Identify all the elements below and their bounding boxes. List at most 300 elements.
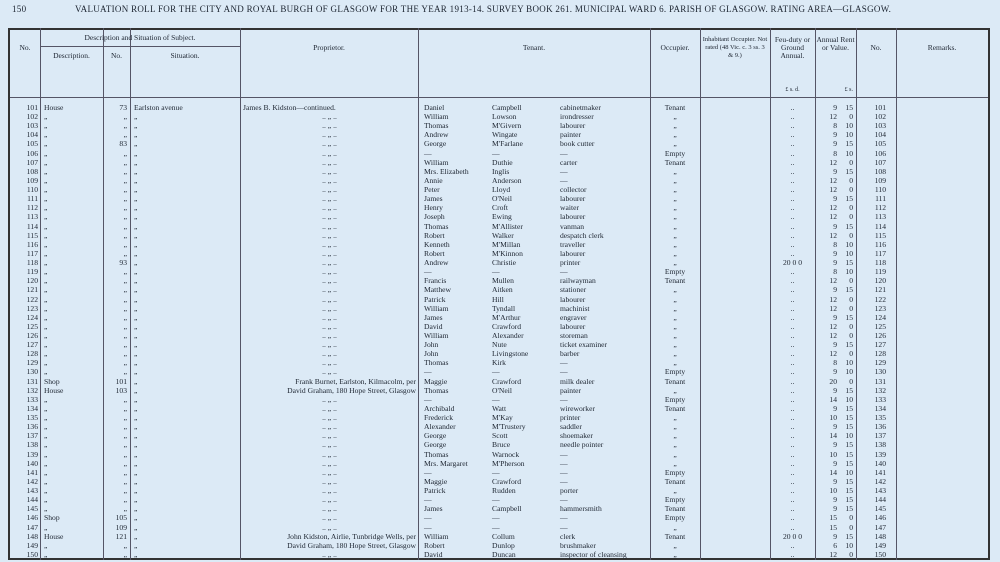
proprietor: .. „ .. (322, 248, 337, 258)
row-no: 138 (26, 440, 38, 450)
feu-duty: .. (790, 285, 795, 295)
proprietor: .. „ .. (322, 504, 337, 514)
description: „ (44, 495, 48, 505)
column-rule (418, 28, 419, 560)
house-number: 93 (119, 258, 127, 268)
tenant-first-name: James (424, 504, 443, 514)
row-no-right: 108 (874, 166, 886, 176)
rent-pounds: 12 (829, 294, 837, 304)
tenant-occupation: irondresser (560, 112, 594, 122)
row-no-right: 121 (874, 285, 886, 295)
header-annual-rent: Annual Rent or Value. (816, 35, 855, 52)
row-no-right: 134 (874, 403, 886, 413)
situation: „ (134, 303, 138, 313)
feu-duty: .. (790, 166, 795, 176)
house-number: 105 (115, 513, 127, 523)
description: „ (44, 258, 48, 268)
rent-shillings: 0 (849, 112, 853, 122)
situation: „ (134, 358, 138, 368)
occupier: Empty (664, 367, 686, 377)
rent-shillings: 0 (849, 203, 853, 213)
tenant-surname: Warnock (492, 449, 520, 459)
situation: „ (134, 312, 138, 322)
tenant-surname: Bruce (492, 440, 511, 450)
proprietor: .. „ .. (322, 413, 337, 423)
tenant-first-name: — (424, 495, 432, 505)
proprietor: .. „ .. (322, 312, 337, 322)
tenant-occupation: labourer (560, 194, 586, 204)
row-no-right: 103 (874, 121, 886, 131)
proprietor: .. „ .. (322, 495, 337, 505)
rent-pounds: 12 (829, 321, 837, 331)
occupier: „ (673, 239, 677, 249)
rent-pounds: 10 (829, 449, 837, 459)
tenant-occupation: — (560, 449, 568, 459)
row-no: 124 (26, 312, 38, 322)
occupier: Tenant (664, 276, 686, 286)
rent-shillings: 15 (845, 476, 853, 486)
proprietor: .. „ .. (322, 449, 337, 459)
rent-shillings: 15 (845, 166, 853, 176)
feu-duty: .. (790, 458, 795, 468)
description: „ (44, 367, 48, 377)
house-number: „ (123, 221, 127, 231)
house-number: „ (123, 367, 127, 377)
rent-pounds: 20 (829, 376, 837, 386)
proprietor: .. „ .. (322, 157, 337, 167)
rent-pounds: 9 (833, 403, 837, 413)
rent-shillings: 15 (845, 403, 853, 413)
occupier: Empty (664, 495, 686, 505)
tenant-occupation: storeman (560, 331, 588, 340)
situation: „ (134, 185, 138, 195)
feu-duty: .. (790, 130, 795, 140)
row-no-right: 145 (874, 504, 886, 514)
occupier: Tenant (664, 403, 686, 413)
tenant-first-name: Frederick (424, 413, 454, 423)
occupier: „ (673, 540, 677, 550)
description: „ (44, 285, 48, 295)
house-number: „ (123, 121, 127, 131)
situation: „ (134, 376, 138, 386)
description: „ (44, 130, 48, 140)
house-number: „ (123, 458, 127, 468)
occupier: „ (673, 139, 677, 149)
rent-shillings: 15 (845, 440, 853, 450)
description: „ (44, 121, 48, 131)
header-no-right: No. (870, 43, 882, 52)
house-number: „ (123, 422, 127, 432)
row-no: 137 (26, 431, 38, 441)
proprietor: .. „ .. (322, 294, 337, 304)
tenant-first-name: Peter (424, 185, 440, 195)
tenant-surname: — (492, 522, 500, 532)
row-no-right: 136 (874, 422, 886, 432)
house-number: „ (123, 331, 127, 340)
tenant-surname: M'Pherson (492, 458, 525, 468)
description: „ (44, 185, 48, 195)
tenant-first-name: John (424, 349, 439, 359)
row-no-right: 141 (874, 467, 886, 477)
row-no-right: 109 (874, 175, 886, 185)
row-no-right: 112 (874, 203, 886, 213)
proprietor: .. „ .. (322, 458, 337, 468)
description: House (44, 385, 64, 395)
rent-pounds: 12 (829, 276, 837, 286)
tenant-first-name: Francis (424, 276, 447, 286)
tenant-occupation: — (560, 513, 568, 523)
situation: „ (134, 139, 138, 149)
proprietor: .. „ .. (322, 112, 337, 122)
tenant-occupation: — (560, 175, 568, 185)
proprietor: .. „ .. (322, 276, 337, 286)
situation: „ (134, 476, 138, 486)
row-no: 105 (26, 139, 38, 149)
description: „ (44, 340, 48, 350)
rent-shillings: 15 (845, 449, 853, 459)
description: „ (44, 194, 48, 204)
occupier: „ (673, 321, 677, 331)
proprietor: .. „ .. (322, 486, 337, 496)
feu-duty: .. (790, 157, 795, 167)
header-description-group: Description and Situation of Subject. (84, 33, 196, 42)
feu-duty: .. (790, 112, 795, 122)
tenant-first-name: — (424, 522, 432, 532)
description: „ (44, 449, 48, 459)
rent-pounds: 9 (833, 367, 837, 377)
situation: „ (134, 157, 138, 167)
tenant-occupation: — (560, 367, 568, 377)
tenant-first-name: Patrick (424, 294, 446, 304)
rent-shillings: 0 (849, 212, 853, 222)
tenant-occupation: stationer (560, 285, 587, 295)
proprietor: .. „ .. (322, 121, 337, 131)
house-number: „ (123, 230, 127, 240)
situation: „ (134, 403, 138, 413)
description: „ (44, 239, 48, 249)
rent-pounds: 9 (833, 194, 837, 204)
situation: „ (134, 340, 138, 350)
feu-duty: .. (790, 212, 795, 222)
tenant-first-name: Robert (424, 230, 445, 240)
tenant-occupation: — (560, 166, 568, 176)
tenant-occupation: painter (560, 130, 582, 140)
row-no: 112 (26, 203, 38, 213)
feu-duty: .. (790, 467, 795, 477)
row-no: 104 (26, 130, 38, 140)
tenant-surname: Tyndall (492, 303, 516, 313)
row-no: 118 (26, 258, 38, 268)
rent-pounds: 8 (833, 148, 837, 158)
house-number: 103 (115, 385, 127, 395)
proprietor: .. „ .. (322, 212, 337, 222)
rent-shillings: 10 (845, 248, 853, 258)
row-no-right: 119 (874, 267, 886, 277)
rent-shillings: 10 (845, 467, 853, 477)
house-number: „ (123, 403, 127, 413)
row-no: 109 (26, 175, 38, 185)
house-number: „ (123, 504, 127, 514)
tenant-surname: Dunlop (492, 540, 515, 550)
occupier: „ (673, 258, 677, 268)
tenant-first-name: Maggie (424, 476, 448, 486)
rent-shillings: 0 (849, 349, 853, 359)
occupier: „ (673, 203, 677, 213)
tenant-surname: Campbell (492, 504, 522, 514)
description: „ (44, 175, 48, 185)
tenant-occupation: painter (560, 385, 582, 395)
proprietor: John Kidston, Airlie, Tunbridge Wells, per (287, 531, 416, 541)
rent-shillings: 0 (849, 321, 853, 331)
tenant-occupation: cabinetmaker (560, 103, 601, 112)
tenant-surname: M'Arthur (492, 312, 521, 322)
description: „ (44, 148, 48, 158)
description: „ (44, 413, 48, 423)
rent-pounds: 9 (833, 495, 837, 505)
rent-shillings: 15 (845, 458, 853, 468)
row-no-right: 139 (874, 449, 886, 459)
row-no: 139 (26, 449, 38, 459)
row-no-right: 132 (874, 385, 886, 395)
feu-duty: .. (790, 504, 795, 514)
proprietor: .. „ .. (322, 340, 337, 350)
proprietor: .. „ .. (322, 349, 337, 359)
feu-duty: .. (790, 248, 795, 258)
occupier: „ (673, 112, 677, 122)
row-no: 141 (26, 467, 38, 477)
description: „ (44, 157, 48, 167)
rent-shillings: 10 (845, 148, 853, 158)
tenant-first-name: John (424, 340, 439, 350)
situation: Earlston avenue (134, 103, 183, 112)
row-no: 149 (26, 540, 38, 550)
proprietor: .. „ .. (322, 221, 337, 231)
proprietor: .. „ .. (322, 331, 337, 340)
occupier: Empty (664, 267, 686, 277)
description: „ (44, 166, 48, 176)
house-number: 101 (115, 376, 127, 386)
tenant-occupation: milk dealer (560, 376, 595, 386)
rent-pounds: 9 (833, 476, 837, 486)
tenant-surname: M'Farlane (492, 139, 523, 149)
house-number: „ (123, 486, 127, 496)
house-number: „ (123, 413, 127, 423)
tenant-first-name: Mrs. Margaret (424, 458, 468, 468)
tenant-surname: Collum (492, 531, 515, 541)
house-number: 121 (115, 531, 127, 541)
row-no: 114 (26, 221, 38, 231)
description: „ (44, 139, 48, 149)
situation: „ (134, 440, 138, 450)
occupier: „ (673, 175, 677, 185)
feu-duty: .. (790, 148, 795, 158)
tenant-surname: Crawford (492, 376, 522, 386)
rent-pounds: 9 (833, 103, 837, 112)
description: „ (44, 549, 48, 559)
situation: „ (134, 549, 138, 559)
tenant-first-name: William (424, 112, 449, 122)
row-no: 132 (26, 385, 38, 395)
row-no-right: 129 (874, 358, 886, 368)
tenant-surname: O'Neil (492, 385, 512, 395)
description: „ (44, 504, 48, 514)
tenant-occupation: — (560, 458, 568, 468)
description: Shop (44, 376, 60, 386)
proprietor: .. „ .. (322, 476, 337, 486)
tenant-first-name: James (424, 312, 443, 322)
house-number: „ (123, 294, 127, 304)
tenant-first-name: Thomas (424, 449, 449, 459)
tenant-first-name: Matthew (424, 285, 451, 295)
situation: „ (134, 230, 138, 240)
occupier: „ (673, 422, 677, 432)
rent-pounds: 14 (829, 394, 837, 404)
situation: „ (134, 540, 138, 550)
feu-duty: .. (790, 394, 795, 404)
header-tenant: Tenant. (522, 43, 546, 52)
description: „ (44, 440, 48, 450)
house-number: „ (123, 130, 127, 140)
feu-duty: .. (790, 321, 795, 331)
row-no: 111 (27, 194, 38, 204)
rent-pounds: 9 (833, 531, 837, 541)
situation: „ (134, 321, 138, 331)
house-number: „ (123, 185, 127, 195)
occupier: Tenant (664, 531, 686, 541)
situation: „ (134, 495, 138, 505)
tenant-first-name: Joseph (424, 212, 445, 222)
tenant-first-name: George (424, 139, 447, 149)
tenant-first-name: Andrew (424, 258, 449, 268)
tenant-first-name: Thomas (424, 358, 449, 368)
tenant-surname: Watt (492, 403, 507, 413)
occupier: Empty (664, 513, 686, 523)
tenant-occupation: despatch clerk (560, 230, 604, 240)
tenant-first-name: Daniel (424, 103, 445, 112)
tenant-first-name: — (424, 394, 432, 404)
tenant-surname: Crawford (492, 321, 522, 331)
feu-duty: .. (790, 294, 795, 304)
tenant-occupation: labourer (560, 321, 586, 331)
row-no-right: 140 (874, 458, 886, 468)
rent-pounds: 6 (833, 540, 837, 550)
house-number: 83 (119, 139, 127, 149)
row-no: 103 (26, 121, 38, 131)
tenant-first-name: Patrick (424, 486, 446, 496)
description: „ (44, 431, 48, 441)
tenant-occupation: collector (560, 185, 587, 195)
row-no: 148 (26, 531, 38, 541)
feu-duty: .. (790, 476, 795, 486)
situation: „ (134, 267, 138, 277)
rent-pounds: 12 (829, 549, 837, 559)
proprietor: .. „ .. (322, 358, 337, 368)
rent-pounds: 9 (833, 248, 837, 258)
header-description: Description. (53, 51, 90, 60)
rent-pounds: 8 (833, 358, 837, 368)
rent-shillings: 10 (845, 239, 853, 249)
rent-pounds: 14 (829, 431, 837, 441)
row-no-right: 146 (874, 513, 886, 523)
situation: „ (134, 248, 138, 258)
description: House (44, 103, 64, 112)
row-no: 120 (26, 276, 38, 286)
feu-duty: .. (790, 422, 795, 432)
proprietor: .. „ .. (322, 403, 337, 413)
tenant-surname: — (492, 394, 500, 404)
tenant-first-name: — (424, 467, 432, 477)
occupier: Tenant (664, 504, 686, 514)
house-number: „ (123, 495, 127, 505)
header-remarks: Remarks. (927, 43, 957, 52)
feu-duty: .. (790, 175, 795, 185)
row-no-right: 123 (874, 303, 886, 313)
rent-pounds: 12 (829, 175, 837, 185)
row-no-right: 105 (874, 139, 886, 149)
feu-duty: .. (790, 221, 795, 231)
tenant-occupation: — (560, 467, 568, 477)
house-number: „ (123, 212, 127, 222)
tenant-occupation: brushmaker (560, 540, 596, 550)
tenant-surname: — (492, 467, 500, 477)
rent-shillings: 10 (845, 267, 853, 277)
tenant-occupation: porter (560, 486, 579, 496)
tenant-surname: Hill (492, 294, 504, 304)
tenant-first-name: Robert (424, 248, 445, 258)
proprietor: .. „ .. (322, 367, 337, 377)
house-number: „ (123, 285, 127, 295)
column-rule (40, 28, 41, 560)
situation: „ (134, 513, 138, 523)
occupier: „ (673, 166, 677, 176)
tenant-first-name: Alexander (424, 422, 456, 432)
occupier: „ (673, 458, 677, 468)
description: „ (44, 221, 48, 231)
situation: „ (134, 212, 138, 222)
house-number: „ (123, 148, 127, 158)
page-number: 150 (12, 4, 27, 14)
tenant-occupation: — (560, 476, 568, 486)
tenant-first-name: George (424, 440, 447, 450)
situation: „ (134, 121, 138, 131)
situation: „ (134, 504, 138, 514)
situation: „ (134, 331, 138, 340)
column-rule (240, 28, 241, 560)
tenant-occupation: ticket examiner (560, 340, 608, 350)
row-no-right: 143 (874, 486, 886, 496)
occupier: „ (673, 130, 677, 140)
proprietor: .. „ .. (322, 431, 337, 441)
occupier: „ (673, 230, 677, 240)
row-no: 106 (26, 148, 38, 158)
proprietor: .. „ .. (322, 166, 337, 176)
feu-duty: .. (790, 340, 795, 350)
situation: „ (134, 258, 138, 268)
rent-shillings: 15 (845, 413, 853, 423)
house-number: 73 (119, 103, 127, 112)
house-number: „ (123, 440, 127, 450)
occupier: Tenant (664, 103, 686, 112)
description: „ (44, 230, 48, 240)
feu-duty: .. (790, 367, 795, 377)
page-title: VALUATION ROLL FOR THE CITY AND ROYAL BURGH OF GLASGOW FOR THE YEAR 1913-14. SURVEY BOOK 261. MUNICIPAL WARD 6. PARISH OF GLASGOW. RATING AREA—GLASGOW. (75, 4, 892, 14)
row-no-right: 149 (874, 540, 886, 550)
proprietor: .. „ .. (322, 549, 337, 559)
rent-pounds: 12 (829, 303, 837, 313)
tenant-surname: — (492, 495, 500, 505)
situation: „ (134, 349, 138, 359)
row-no: 130 (26, 367, 38, 377)
